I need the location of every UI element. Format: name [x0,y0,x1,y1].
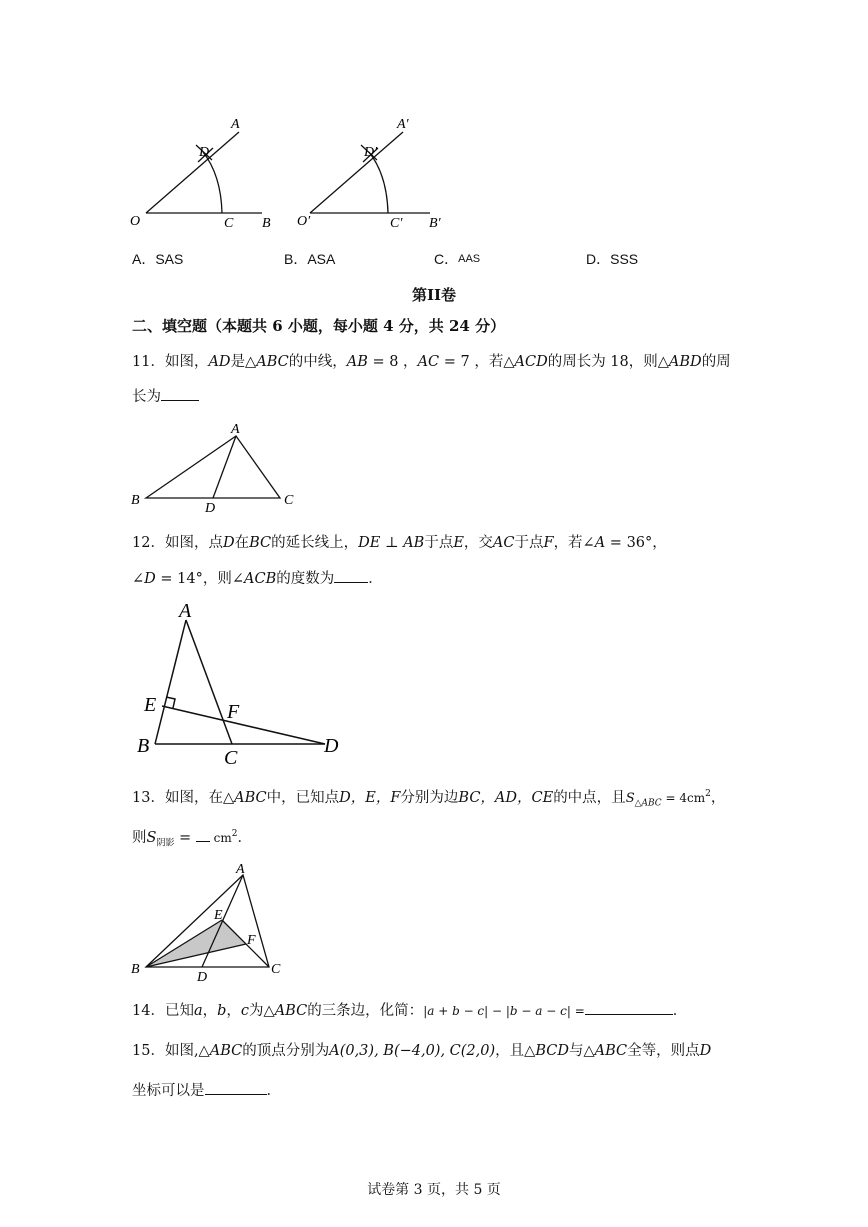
q15-line1: 15．如图,△ABC的顶点分别为A(0,3), B(−4,0), C(2,0)，且△BCD与△ABC全等，则点D [132,1043,712,1059]
q11-label-D: D [205,501,216,516]
q12-label-C: C [224,747,238,769]
q11-label-A: A [231,422,240,437]
q14-answer-blank[interactable] [585,1000,673,1015]
q12-label-E: E [144,694,157,716]
q13-label-D: D [197,970,208,985]
q13-answer-blank[interactable] [196,827,210,842]
q14-line: 14．已知a，b，c为△ABC的三条边，化简：|a + b − c| − |b − a − c| = ． [132,1000,687,1021]
q11-figure [125,418,305,518]
q15-answer-blank[interactable] [205,1080,267,1095]
q10-figure [120,110,460,235]
q10-option-a[interactable]: A．SAS [132,251,184,267]
q10-right-label-A: A′ [397,117,409,132]
q10-left-label-D: D [199,145,210,160]
q10-right-label-C: C′ [390,216,403,231]
q13-line1: 13．如图，在△ABC中，已知点D，E，F分别为边BC，AD，CE的中点，且$S_{\triangle ABC} = 4cm^2$， [132,789,726,809]
q11-label-B: B [131,493,140,508]
q15-line2: 坐标可以是 ． [132,1080,281,1101]
q12-label-F: F [227,701,240,723]
part2-title: 第II卷 [411,286,457,304]
q10-right-label-B: B′ [429,216,441,231]
q11-answer-blank[interactable] [161,386,199,401]
q13-label-C: C [271,962,281,977]
q12-label-B: B [137,735,150,757]
q13-label-E: E [214,908,223,923]
q10-option-d[interactable]: D．SSS [586,251,639,267]
q10-right-label-D: D′ [364,145,378,160]
q12-figure [130,598,350,773]
q12-line2: ∠D = 14°，则∠ACB的度数为 ． [132,568,383,589]
section2-heading: 二、填空题（本题共 6 小题，每小题 4 分，共 24 分） [132,317,506,335]
q13-label-A: A [236,862,245,877]
q13-label-F: F [247,933,256,948]
q12-label-A: A [179,600,192,622]
q13-line2: 则$S_{阴影} = cm^2$． [132,824,252,854]
q10-left-label-B: B [262,216,271,231]
page-footer: 试卷第 3 页，共 5 页 [367,1182,501,1198]
q12-answer-blank[interactable] [334,568,368,583]
q10-left-label-O: O [130,214,141,229]
q11-line1: 11．如图，AD是△ABC的中线，AB = 8 ，AC = 7 ，若△ACD的周长为 18，则△ABD的周 [132,354,731,370]
q10-left-label-C: C [224,216,234,231]
q12-line1: 12．如图，点D在BC的延长线上，DE ⊥ AB于点E，交AC于点F，若∠A = 36°， [132,535,667,551]
q11-line2: 长为 [132,386,199,407]
q12-label-D: D [324,735,339,757]
q10-right-label-O: O′ [297,214,311,229]
q10-left-label-A: A [231,117,240,132]
q10-option-c[interactable]: C．AAS [434,251,481,267]
q11-label-C: C [284,493,294,508]
q13-shaded-region [146,920,246,967]
q13-figure [125,858,295,986]
q10-option-b[interactable]: B．ASA [284,251,336,267]
q13-label-B: B [131,962,140,977]
